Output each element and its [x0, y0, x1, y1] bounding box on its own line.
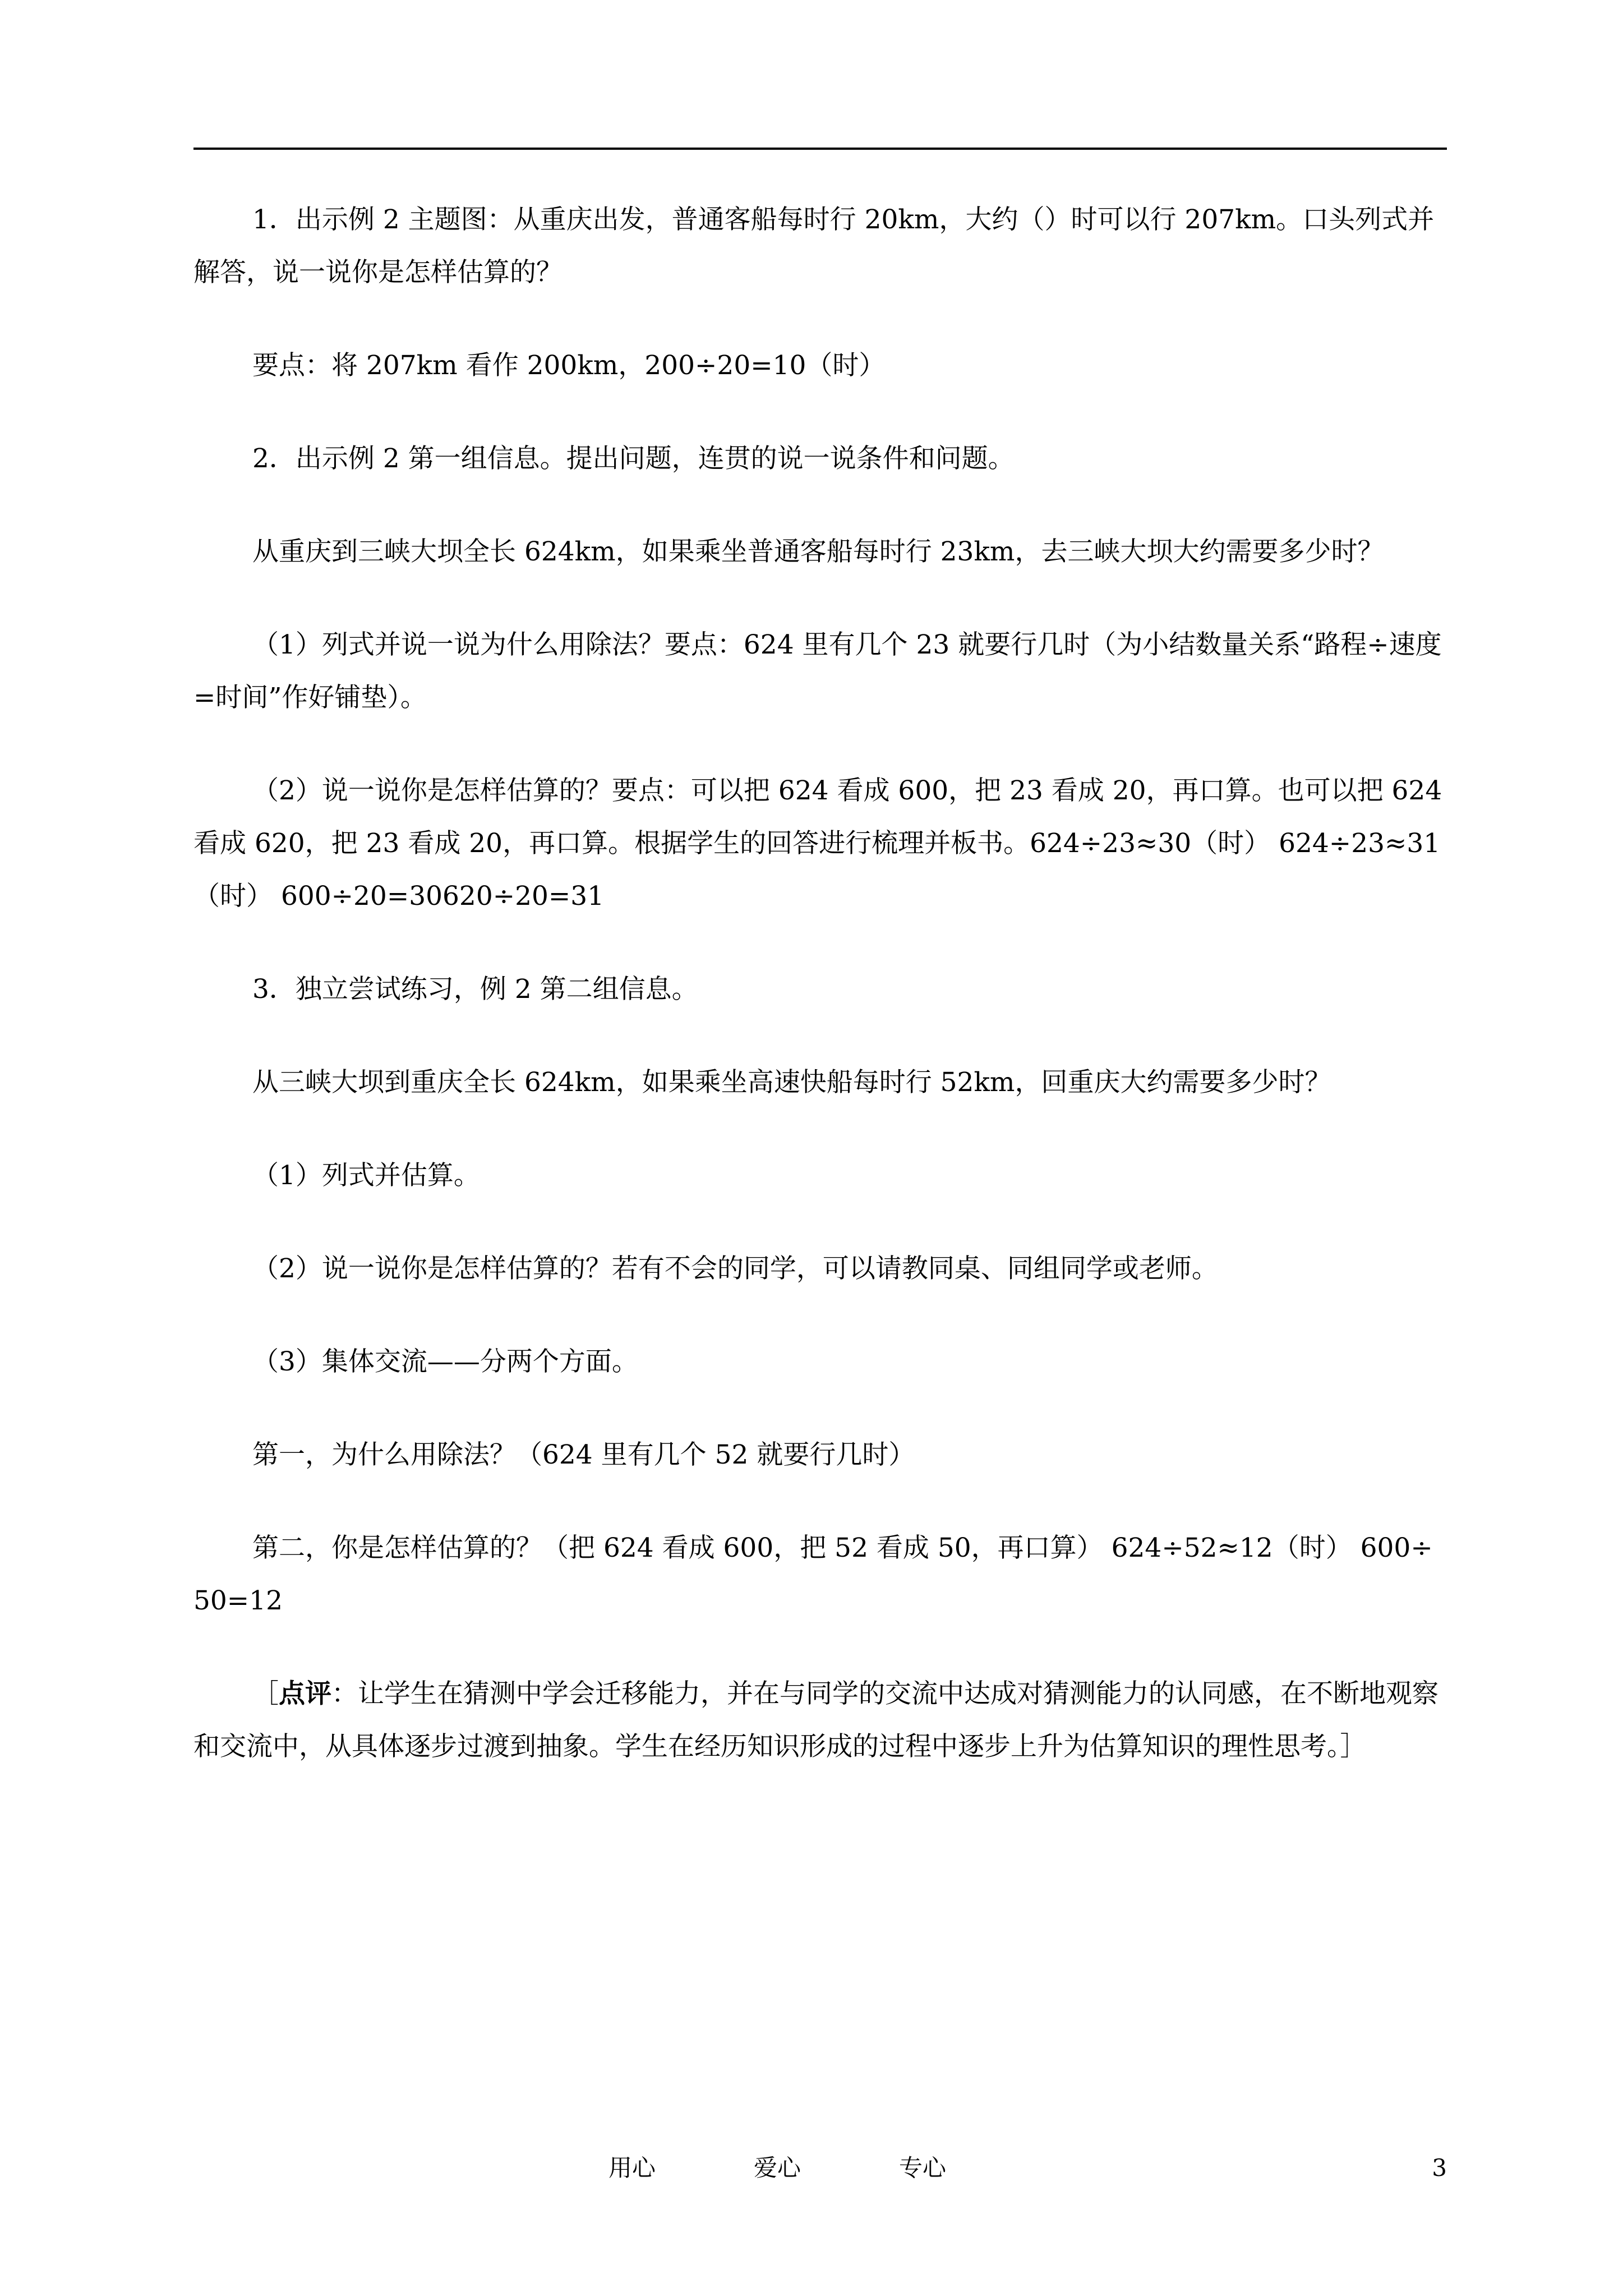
commentary-text: ：让学生在猜测中学会迁移能力，并在与同学的交流中达成对猜测能力的认同感，在不断地观察和交流中，从具体逐步过渡到抽象。学生在经历知识形成的过程中逐步上升为估算知识的理性思考。］ [193, 1678, 1438, 1762]
paragraph-8: 从三峡大坝到重庆全长 624km，如果乘坐高速快船每时行 52km，回重庆大约需要多少时？ [252, 1067, 1331, 1098]
paragraph-9: （1）列式并估算。 [252, 1160, 480, 1191]
commentary-label: 点评 [279, 1678, 331, 1709]
paragraph-6: （2）说一说你是怎样估算的？要点：可以把 624 看成 600，把 23 看成 20，再口算。也可以把 624 看成 620，把 23 看成 20，再口算。根据学生的回答进行梳理并板书。624÷23≈30（时） 624÷23≈31（时） 600÷20=30620÷20=31 [193, 775, 1442, 912]
footer-motto-2: 爱心 [754, 2154, 801, 2182]
paragraph-13: 第二，你是怎样估算的？（把 624 看成 600，把 52 看成 50，再口算） 624÷52≈12（时） 600÷50=12 [193, 1533, 1433, 1616]
document-body [193, 194, 1447, 1814]
footer-motto [608, 2151, 946, 2185]
paragraph-5: （1）列式并说一说为什么用除法？要点：624 里有几个 23 就要行几时（为小结数量关系“路程÷速度=时间”作好铺垫）。 [193, 629, 1442, 713]
paragraph-4: 从重庆到三峡大坝全长 624km，如果乘坐普通客船每时行 23km，去三峡大坝大约需要多少时？ [252, 536, 1384, 567]
commentary-open-bracket: ［ [252, 1678, 279, 1709]
commentary-paragraph [193, 1668, 1447, 1773]
paragraph-10: （2）说一说你是怎样估算的？若有不会的同学，可以请教同桌、同组同学或老师。 [252, 1253, 1218, 1284]
footer-motto-1: 用心 [608, 2154, 656, 2182]
paragraph-3: 2．出示例 2 第一组信息。提出问题，连贯的说一说条件和问题。 [252, 443, 1015, 474]
paragraph-12: 第一，为什么用除法？（624 里有几个 52 就要行几时） [252, 1439, 915, 1470]
footer-motto-3: 专心 [899, 2154, 947, 2182]
page-number: 3 [1432, 2154, 1447, 2182]
paragraph-11: （3）集体交流——分两个方面。 [252, 1346, 638, 1377]
page-footer [193, 2151, 1447, 2185]
header-rule [193, 148, 1447, 150]
paragraph-2: 要点：将 207km 看作 200km，200÷20=10（时） [252, 350, 886, 381]
paragraph-7: 3．独立尝试练习，例 2 第二组信息。 [252, 974, 698, 1005]
paragraph-1: 1．出示例 2 主题图：从重庆出发，普通客船每时行 20km，大约（）时可以行 207km。口头列式并解答，说一说你是怎样估算的？ [193, 204, 1435, 288]
